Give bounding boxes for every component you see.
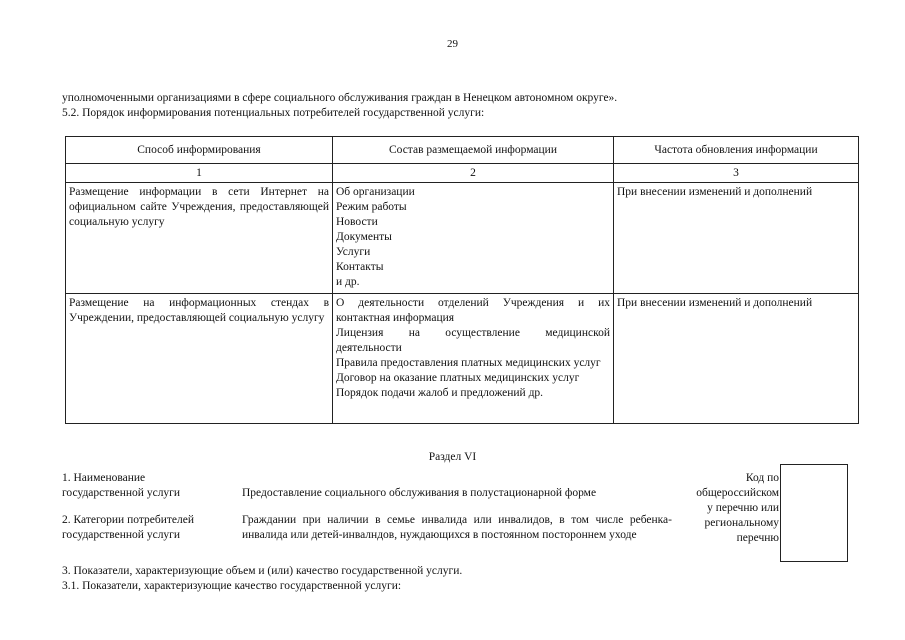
content-line: Правила предоставления платных медицинских услуг — [336, 357, 601, 369]
content-line: и др. — [336, 276, 360, 288]
header-method: Способ информирования — [66, 137, 333, 164]
table-number-row — [66, 164, 859, 183]
method-cell: Размещение на информационных стендах в Учреждении, предоставляющей социальную услугу — [66, 294, 333, 424]
page-number: 29 — [447, 38, 458, 50]
column-number: 2 — [333, 164, 614, 183]
consumer-category-label-line: государственной услуги — [62, 529, 181, 541]
table-row — [66, 294, 859, 424]
section-title: Раздел VI — [428, 451, 477, 463]
content-line: Новости — [336, 216, 378, 228]
consumer-category-value: Граждании при наличии в семье инвалида или инвалидов, в том числе ребенка-инвалида или детей-инвалндов, нуждающихся в постоянном постороннем уходе — [242, 514, 672, 541]
registry-code-line: общероссийском — [696, 487, 779, 499]
content-line: О деятельности отделений Учреждения и их контактная информация — [336, 297, 610, 324]
registry-code-box — [780, 464, 848, 562]
footer-line-1: 3. Показатели, характеризующие объем и (или) качество государственной услуги. — [62, 565, 463, 577]
table-row — [66, 183, 859, 294]
content-line: Об организации — [336, 186, 415, 198]
column-number: 1 — [66, 164, 333, 183]
service-name-value: Предоставление социального обслуживания в полустационарной форме — [242, 487, 597, 499]
content-line: Порядок подачи жалоб и предложений др. — [336, 387, 544, 399]
header-content: Состав размещаемой информации — [333, 137, 614, 164]
service-name-label-line: государственной услуги — [62, 487, 181, 499]
frequency-cell: При внесении изменений и дополнений — [614, 183, 859, 294]
column-number: 3 — [614, 164, 859, 183]
registry-code-line: перечню — [736, 532, 779, 544]
registry-code-line: региональному — [704, 517, 779, 529]
intro-text — [62, 91, 862, 121]
service-name-label-line: 1. Наименование — [62, 472, 146, 484]
footer-line-2: 3.1. Показатели, характеризующие качество государственной услуги: — [62, 580, 402, 592]
frequency-cell: При внесении изменений и дополнений — [614, 294, 859, 424]
content-line: Услуги — [336, 246, 371, 258]
consumer-category-label — [62, 513, 232, 543]
content-line: Лицензия на осуществление медицинской деятельности — [336, 327, 610, 354]
intro-line-2: 5.2. Порядок информирования потенциальных потребителей государственной услуги: — [62, 107, 485, 119]
registry-code-line: Код по — [745, 472, 779, 484]
registry-code-line: у перечню или — [707, 502, 779, 514]
content-cell — [333, 294, 614, 424]
content-line: Контакты — [336, 261, 384, 273]
content-line: Документы — [336, 231, 392, 243]
information-table — [65, 136, 859, 424]
content-cell — [333, 183, 614, 294]
service-name-label — [62, 471, 232, 501]
content-line: Режим работы — [336, 201, 407, 213]
content-line: Договор на оказание платных медицинских услуг — [336, 372, 580, 384]
registry-code-label — [678, 471, 779, 546]
method-cell: Размещение информации в сети Интернет на официальном сайте Учреждения, предоставляющей социальную услугу — [66, 183, 333, 294]
consumer-category-label-line: 2. Категории потребителей — [62, 514, 194, 526]
intro-line-1: уполномоченными организациями в сфере социального обслуживания граждан в Ненецком автономном округе». — [62, 92, 618, 104]
table-header-row — [66, 137, 859, 164]
header-frequency: Частота обновления информации — [614, 137, 859, 164]
